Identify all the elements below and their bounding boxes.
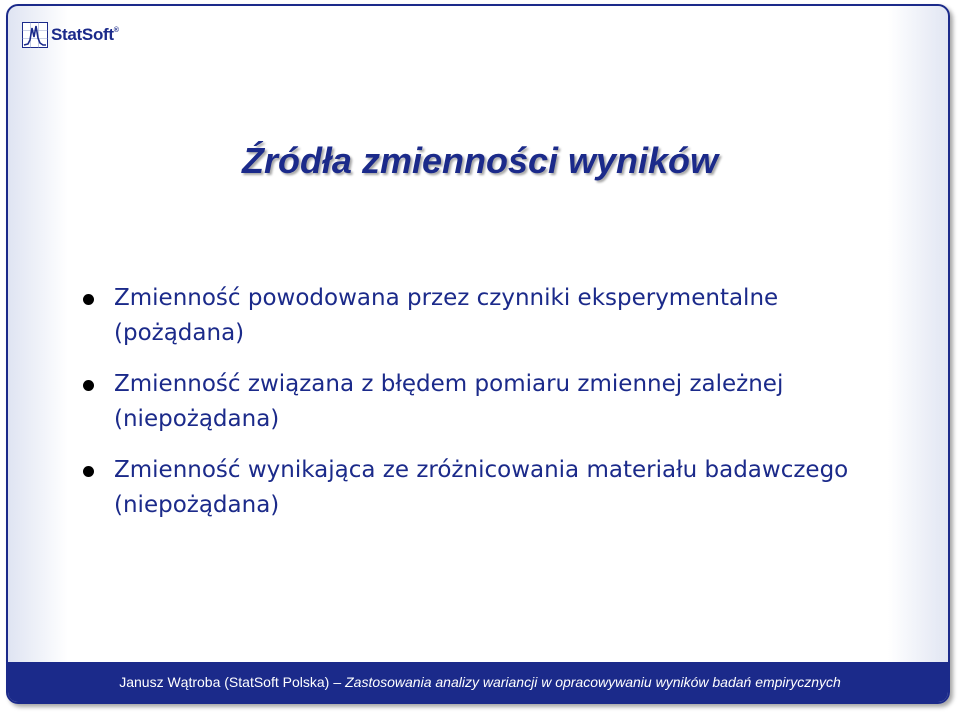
bullet-list [78,281,898,539]
statsoft-logo-text: StatSoft® [51,25,119,44]
slide [6,4,950,704]
bullet-text: Zmienność wynikająca ze zróżnicowania materiału badawczego (niepożądana) [114,457,849,518]
bullet-text: Zmienność związana z błędem pomiaru zmiennej zależnej (niepożądana) [114,371,784,432]
bullet-item [78,281,898,351]
footer-author: Janusz Wątroba (StatSoft Polska) [119,674,330,690]
statsoft-chart-icon [22,22,48,48]
bullet-dot-icon [83,466,94,477]
footer-bar [8,662,950,702]
bullet-dot-icon [83,380,94,391]
footer-subtitle: Zastosowania analizy wariancji w opracowywaniu wyników badań empirycznych [345,674,841,690]
bullet-item [78,367,898,437]
statsoft-logo [22,20,119,50]
footer-separator: – [333,674,342,690]
slide-title: Źródła zmienności wyników [241,140,719,181]
bullet-text: Zmienność powodowana przez czynniki eksperymentalne (pożądana) [114,285,779,346]
bullet-dot-icon [83,294,94,305]
bullet-item [78,453,898,523]
